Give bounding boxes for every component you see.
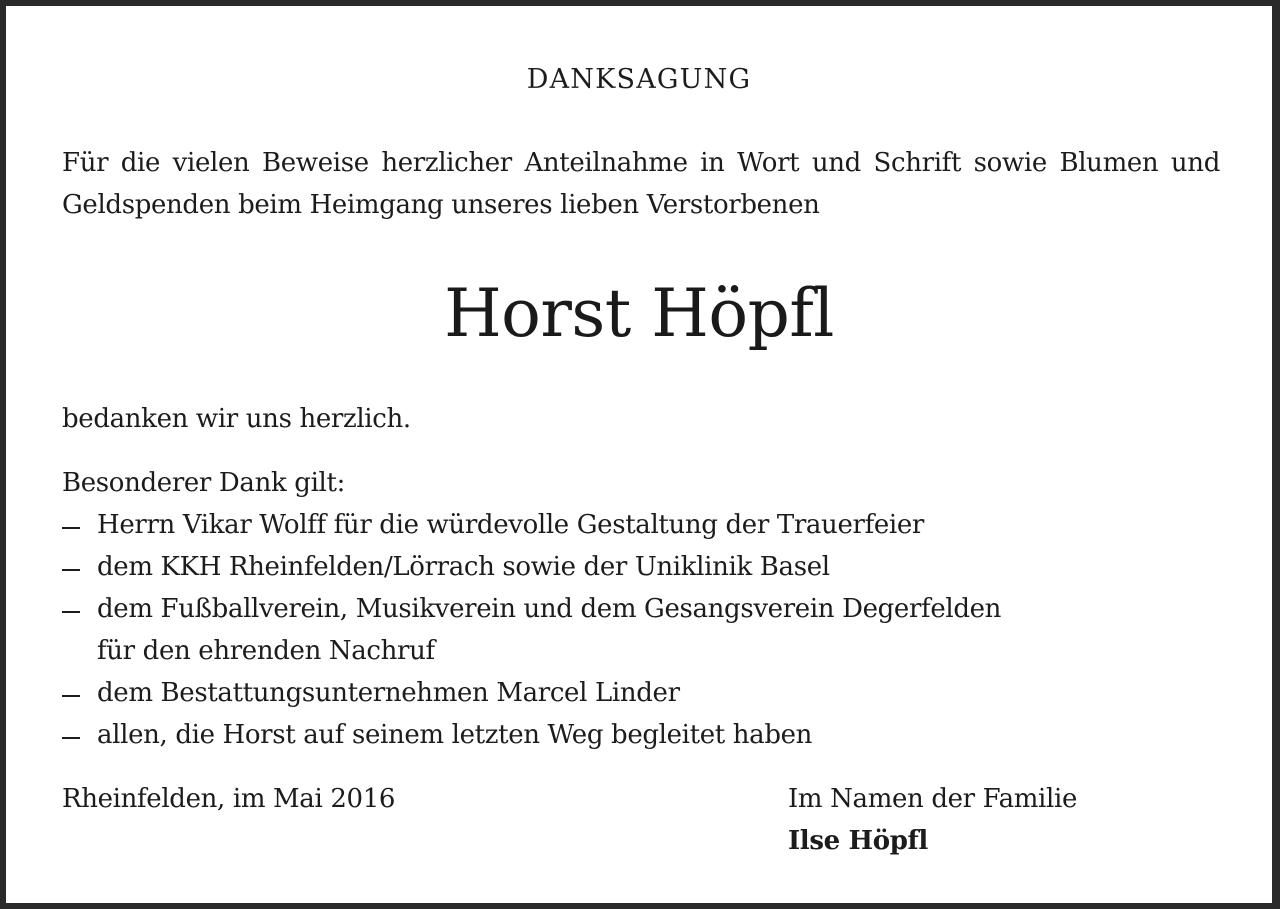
list-dash xyxy=(62,611,80,613)
deceased-name: Horst Höpfl xyxy=(444,275,834,352)
list-dash xyxy=(62,737,80,739)
list-item: dem Fußballverein, Musikverein und dem Gesangsverein Degerfelden xyxy=(97,594,1002,624)
thanks-line: bedanken wir uns herzlich. xyxy=(62,404,411,434)
list-item: allen, die Horst auf seinem letzten Weg begleitet haben xyxy=(97,720,813,750)
list-dash xyxy=(62,695,80,697)
list-item: dem KKH Rheinfelden/Lörrach sowie der Uniklinik Basel xyxy=(97,552,830,582)
place-date: Rheinfelden, im Mai 2016 xyxy=(62,784,396,814)
signature-name: Ilse Höpfl xyxy=(788,826,928,856)
list-dash xyxy=(62,527,80,529)
special-thanks-intro: Besonderer Dank gilt: xyxy=(62,468,346,498)
list-item: dem Bestattungsunternehmen Marcel Linder xyxy=(97,678,680,708)
notice-heading: DANKSAGUNG xyxy=(526,64,752,95)
list-dash xyxy=(62,569,80,571)
list-item-continuation: für den ehrenden Nachruf xyxy=(97,636,435,666)
signature-label: Im Namen der Familie xyxy=(788,784,1077,814)
intro-paragraph: Für die vielen Beweise herzlicher Anteilnahme in Wort und Schrift sowie Blumen und Geldspenden beim Heimgang unseres lieben Verstorbenen xyxy=(62,148,1220,220)
list-item: Herrn Vikar Wolff für die würdevolle Gestaltung der Trauerfeier xyxy=(97,510,924,540)
